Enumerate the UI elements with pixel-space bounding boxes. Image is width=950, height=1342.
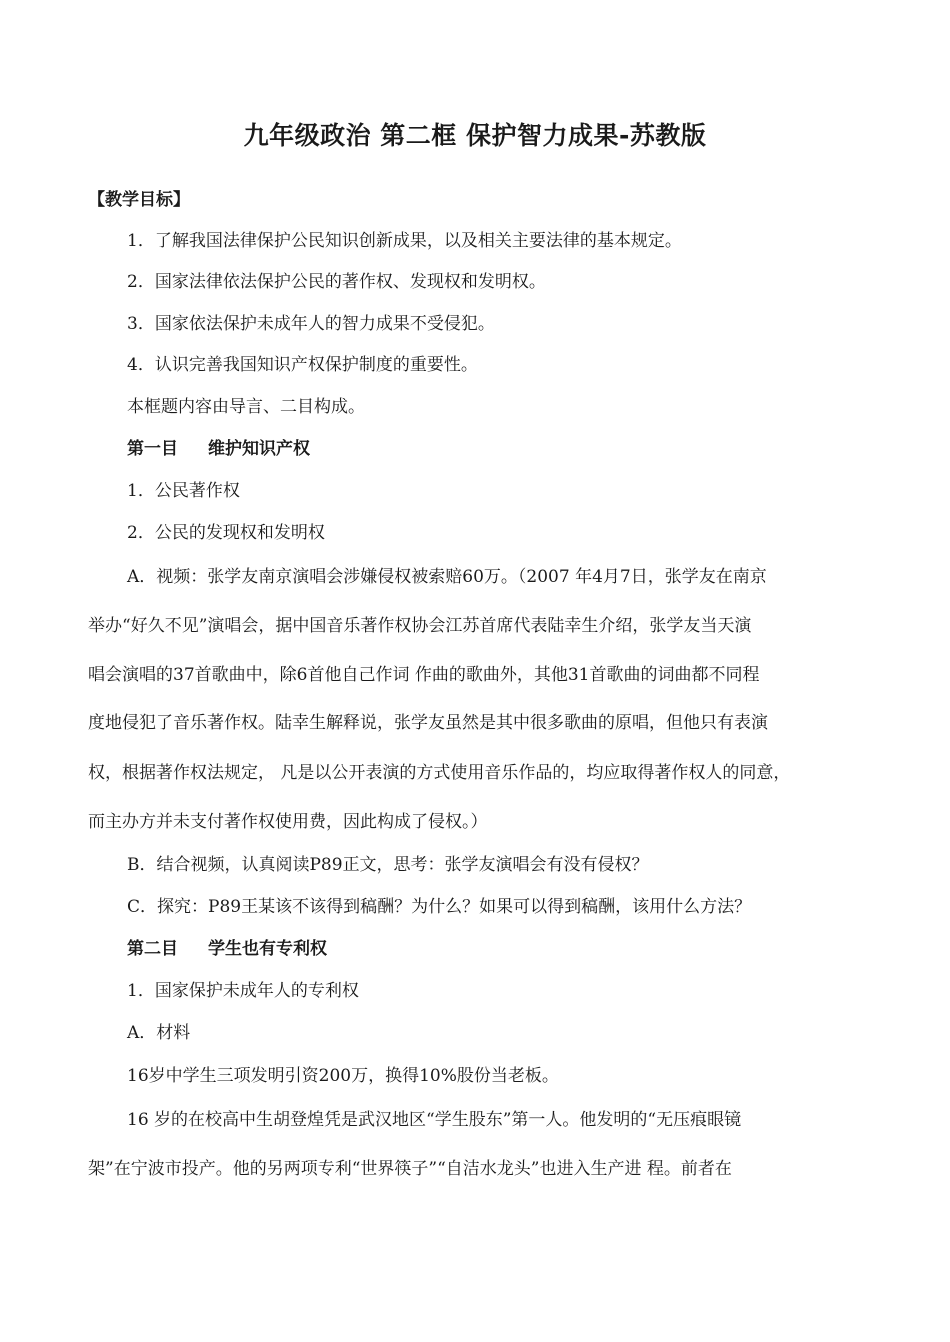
body-line: 1．公民著作权 xyxy=(127,481,240,501)
objective-line: 2．国家法律依法保护公民的著作权、发现权和发明权。 xyxy=(127,272,546,292)
objective-line: 4．认识完善我国知识产权保护制度的重要性。 xyxy=(127,355,478,375)
body-line: A．材料 xyxy=(127,1023,191,1043)
body-line: 1．国家保护未成年人的专利权 xyxy=(127,981,359,1001)
body-line: 权，根据著作权法规定， 凡是以公开表演的方式使用音乐作品的，均应取得著作权人的同意， xyxy=(88,763,791,783)
section2-heading xyxy=(127,937,327,961)
body-line: A．视频：张学友南京演唱会涉嫌侵权被索赔60万。（2007 年4月7日，张学友在南京 xyxy=(127,567,767,587)
body-line: B．结合视频，认真阅读P89正文，思考：张学友演唱会有没有侵权？ xyxy=(127,855,649,875)
body-line: 唱会演唱的37首歌曲中，除6首他自己作词 作曲的歌曲外，其他31首歌曲的词曲都不同程 xyxy=(88,665,760,685)
body-line: 16 岁的在校高中生胡登煌凭是武汉地区“学生股东”第一人。他发明的“无压痕眼镜 xyxy=(127,1110,742,1130)
section2-title: 学生也有专利权 xyxy=(208,939,327,959)
body-line: C．探究：P89王某该不该得到稿酬？为什么？如果可以得到稿酬，该用什么方法？ xyxy=(127,897,752,917)
body-line: 而主办方并未支付著作权使用费，因此构成了侵权。） xyxy=(88,812,488,832)
section1-heading xyxy=(127,437,310,461)
objectives-heading: 【教学目标】 xyxy=(88,190,190,210)
structure-note: 本框题内容由导言、二目构成。 xyxy=(127,397,365,417)
objective-line: 1．了解我国法律保护公民知识创新成果，以及相关主要法律的基本规定。 xyxy=(127,231,682,251)
objective-line: 3．国家依法保护未成年人的智力成果不受侵犯。 xyxy=(127,314,495,334)
body-line: 架”在宁波市投产。他的另两项专利“世界筷子”“自洁水龙头”也进入生产进 程。前者在 xyxy=(88,1159,732,1179)
section1-number: 第一目 xyxy=(127,439,178,459)
body-line: 16岁中学生三项发明引资200万，换得10%股份当老板。 xyxy=(127,1066,559,1086)
section1-title: 维护知识产权 xyxy=(208,439,310,459)
body-line: 2．公民的发现权和发明权 xyxy=(127,523,325,543)
document-title: 九年级政治 第二框 保护智力成果-苏教版 xyxy=(243,121,707,150)
section2-number: 第二目 xyxy=(127,939,178,959)
body-line: 度地侵犯了音乐著作权。陆幸生解释说，张学友虽然是其中很多歌曲的原唱，但他只有表演 xyxy=(88,713,768,733)
body-line: 举办“好久不见”演唱会，据中国音乐著作权协会江苏首席代表陆幸生介绍，张学友当天演 xyxy=(88,616,752,636)
